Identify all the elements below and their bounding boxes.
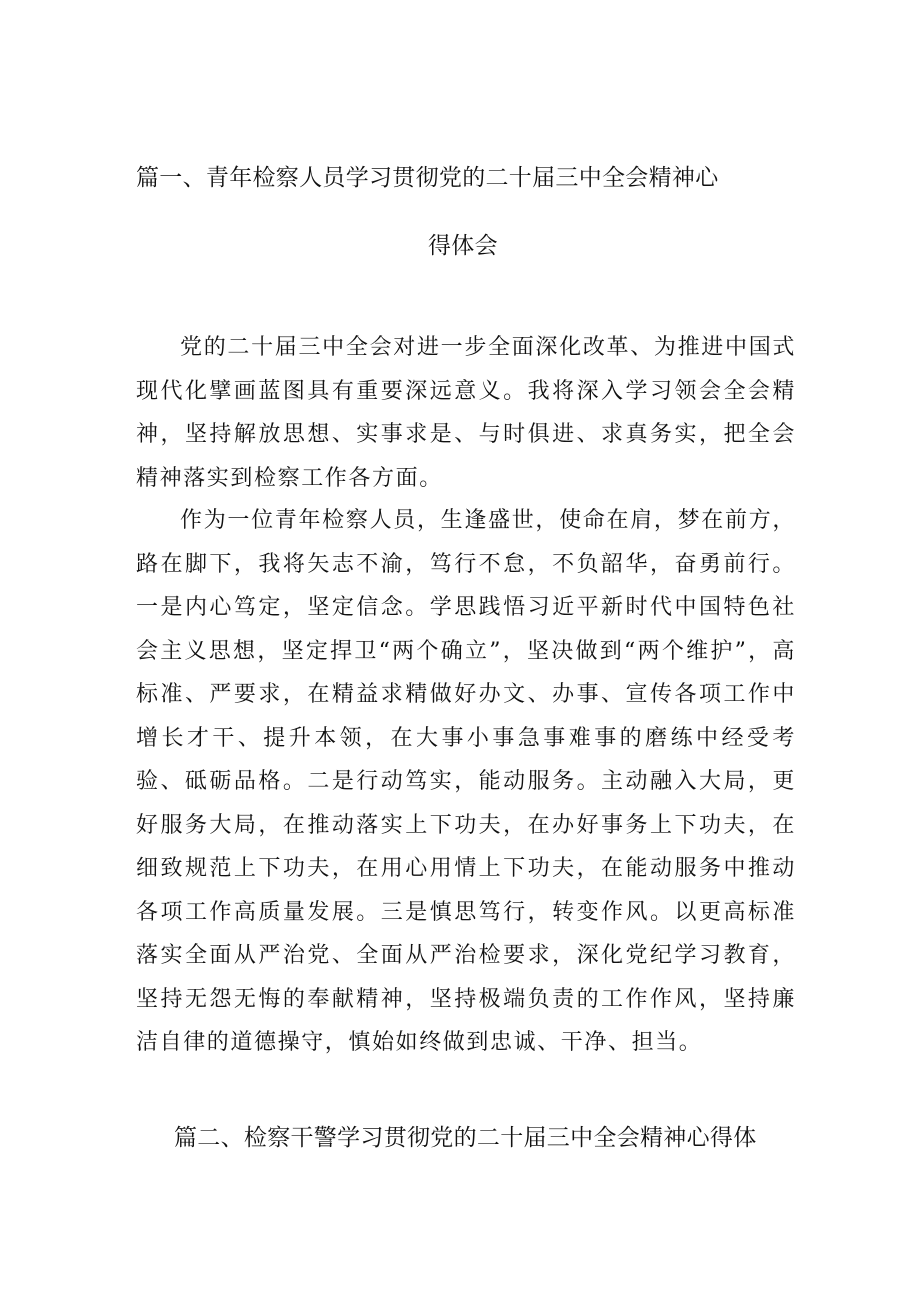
section2-title: 篇二、检察干警学习贯彻党的二十届三中全会精神心得体 xyxy=(174,1125,757,1151)
section1-paragraph1: 党的二十届三中全会对进一步全面深化改革、为推进中国式现代化擘画蓝图具有重要深远意义。我将深入学习领会全会精神，坚持解放思想、实事求是、与时俱进、求真务实，把全会精神落实到检察工作各方面。 xyxy=(136,335,796,491)
section1-paragraph2: 作为一位青年检察人员，生逢盛世，使命在肩，梦在前方，路在脚下，我将矢志不渝，笃行不怠，不负韶华，奋勇前行。一是内心笃定，坚定信念。学思践悟习近平新时代中国特色社会主义思想，坚定捍卫“两个确立”，坚决做到“两个维护”，高标准、严要求，在精益求精做好办文、办事、宣传各项工作中增长才干、提升本领，在大事小事急事难事的磨练中经受考验、砥砺品格。二是行动笃实，能动服务。主动融入大局，更好服务大局，在推动落实上下功夫，在办好事务上下功夫，在细致规范上下功夫，在用心用情上下功夫，在能动服务中推动各项工作高质量发展。三是慎思笃行，转变作风。以更高标准落实全面从严治党、全面从严治检要求，深化党纪学习教育，坚持无怨无悔的奉献精神，坚持极端负责的工作作风，坚持廉洁自律的道德操守，慎始如终做到忠诚、干净、担当。 xyxy=(136,508,796,1055)
section1-title-line2: 得体会 xyxy=(428,233,498,259)
section1-title-line1: 篇一、青年检察人员学习贯彻党的二十届三中全会精神心 xyxy=(136,165,719,191)
